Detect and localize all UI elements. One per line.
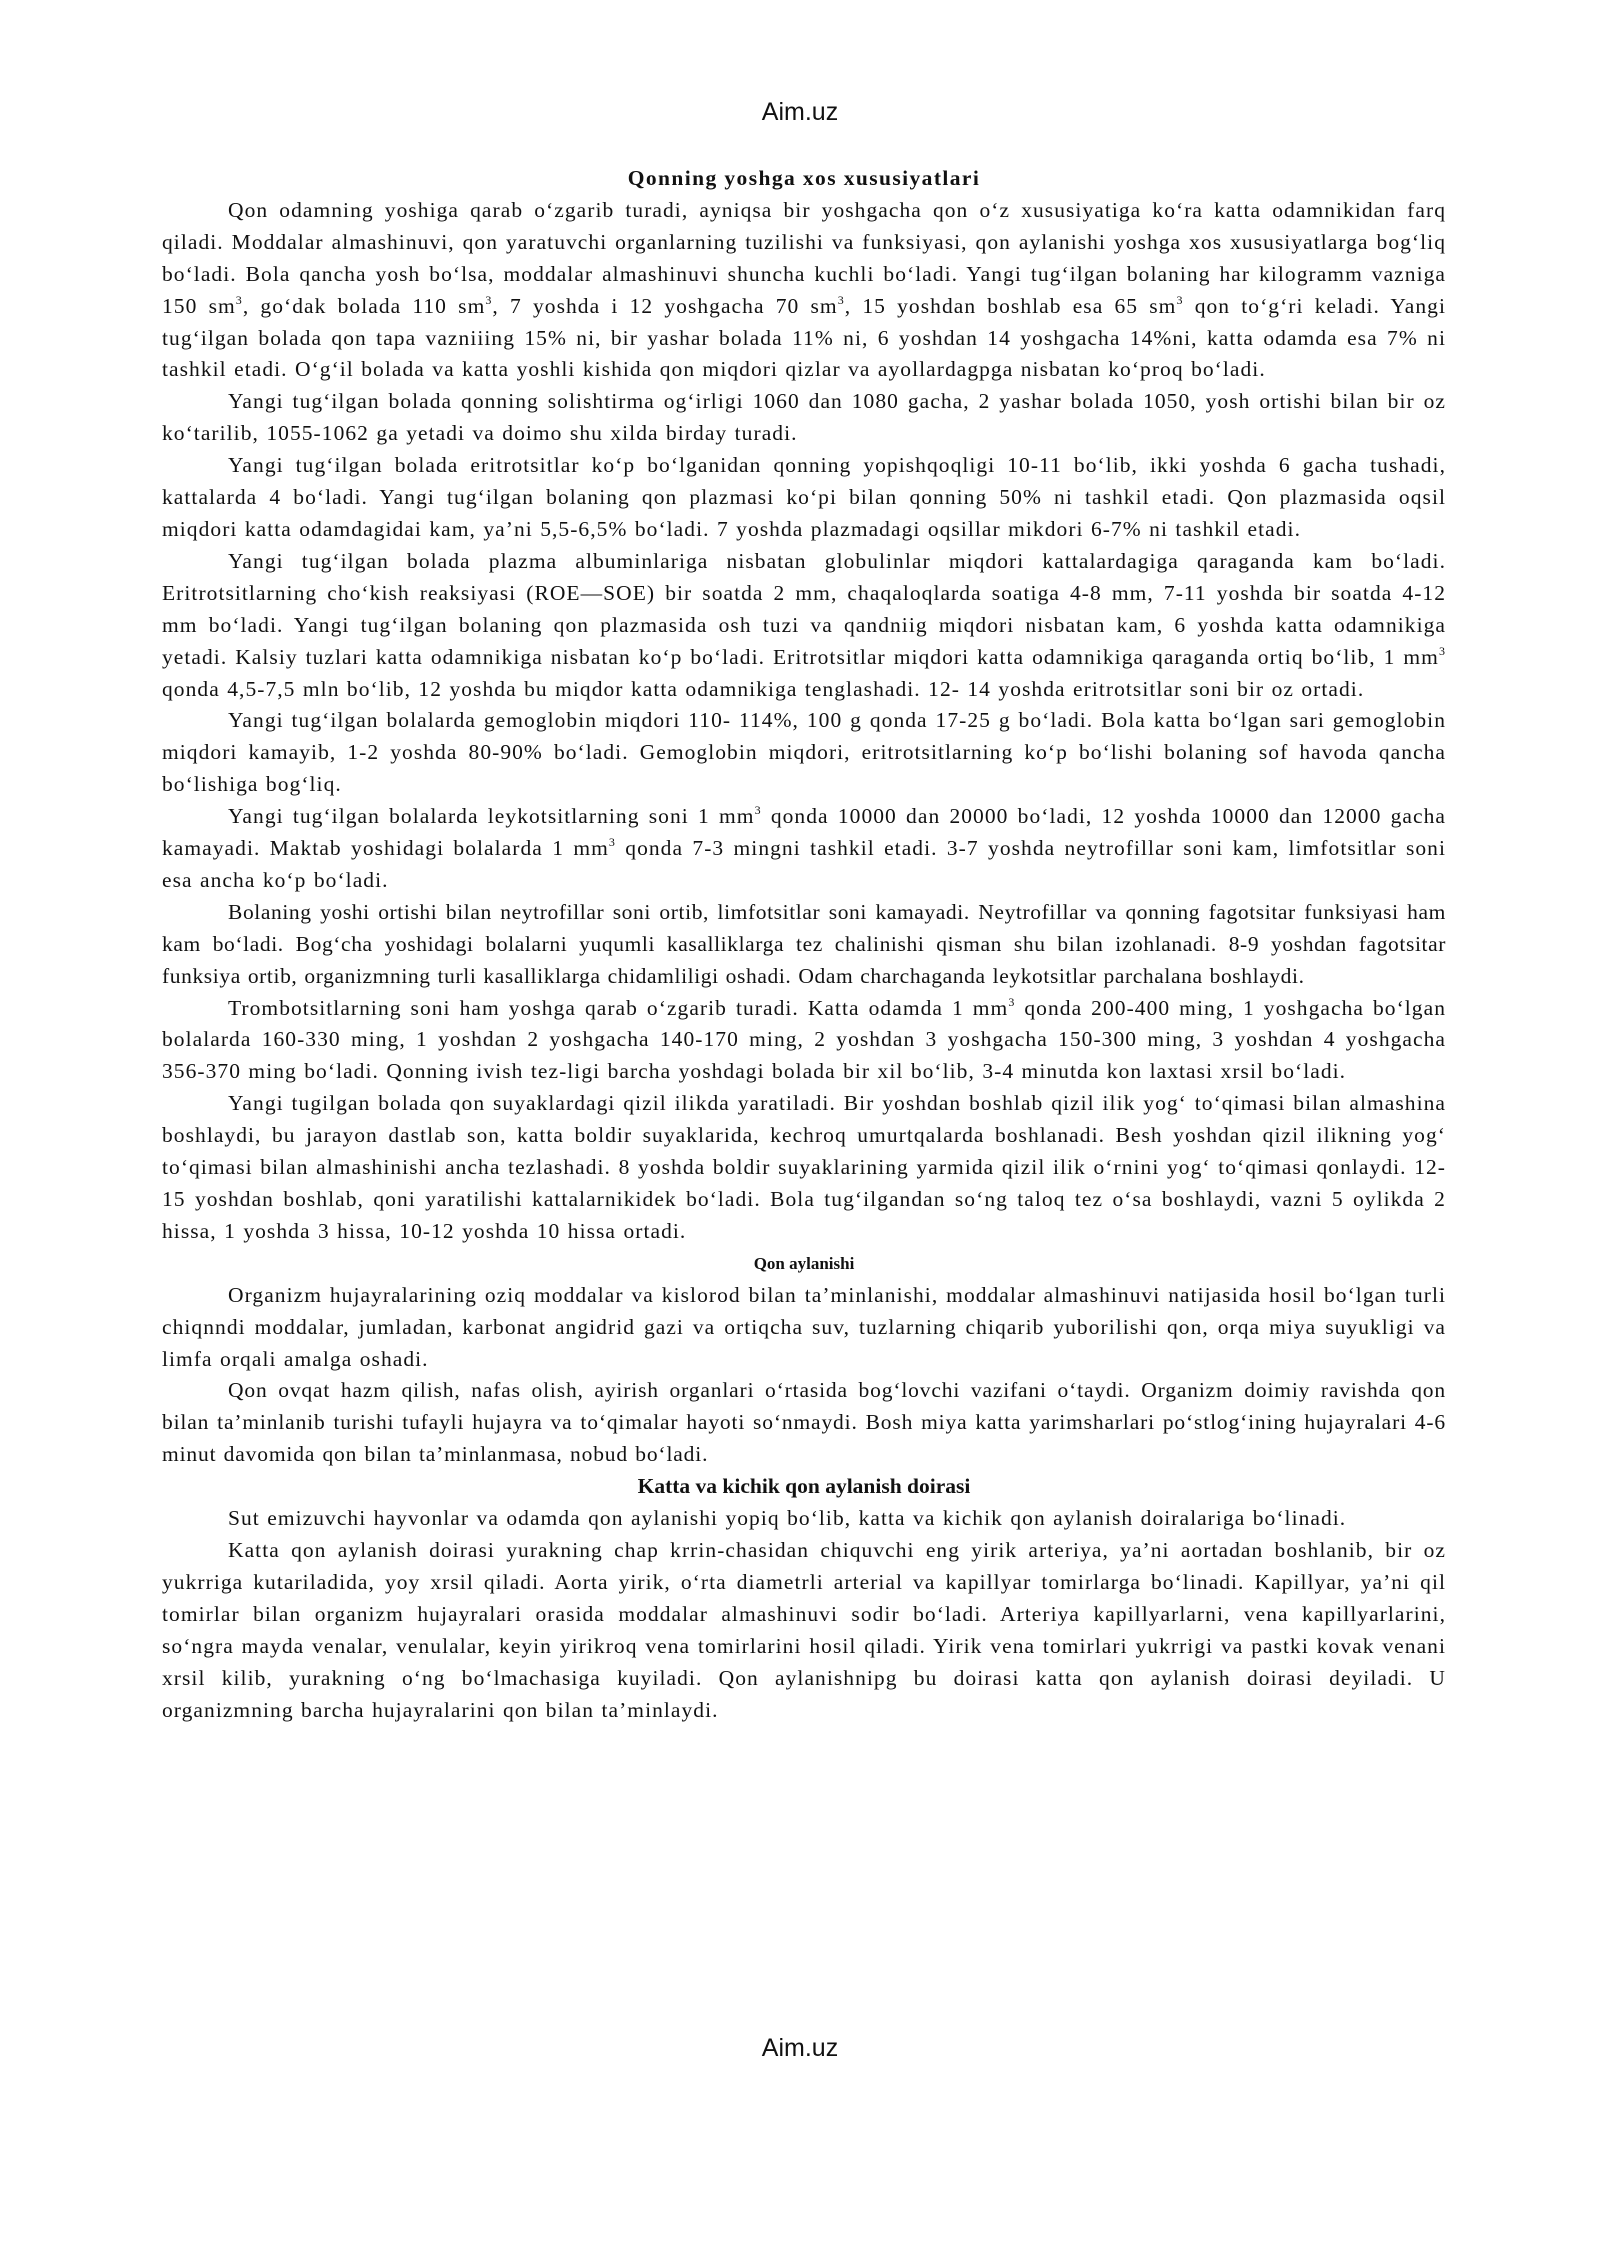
paragraph: Katta qon aylanish doirasi yurakning chap krrin-chasidan chiquvchi eng yirik arteriya, ya’ni aortadan boshlanib, bir oz yukrriga kutariladida, yoy xrsil qiladi. Aorta yirik, o‘rta diametrli arterial va kapillyar tomirlarga bo‘linadi. Kapillyar, ya’ni qil tomirlar bilan organizm hujayralari orasida moddalar almashinuvi sodir bo‘ladi. Arteriya kapillyarlarni, vena kapillyarlarini, so‘ngra mayda venalar, venulalar, keyin yirikroq vena tomirlarini hosil qiladi. Yirik vena tomirlari yukrrigi va pastki kovak venani xrsil kilib, yurakning o‘ng bo‘lmachasiga kuyiladi. Qon aylanishnipg bu doirasi katta qon aylanish doirasi deyiladi. U organizmning barcha hujayralarini qon bilan ta’minlaydi.: [162, 1537, 1446, 1722]
document-body: [162, 163, 1446, 1726]
section-title-blood-age: Qonning yoshga xos xususiyatlari: [627, 166, 981, 190]
paragraph: Sut emizuvchi hayvonlar va odamda qon aylanishi yopiq bo‘lib, katta va kichik qon aylanish doiralariga bo‘linadi.: [228, 1506, 1347, 1531]
paragraph: Yangi tug‘ilgan bolada eritrotsitlar ko‘p bo‘lganidan qonning yopishqoqligi 10-11 bo‘lib, ikki yoshda 6 gacha tushadi, kattalarda 4 bo‘ladi. Yangi tug‘ilgan bolaning qon plazmasi ko‘pi bilan qonning 50% ni tashkil etadi. Qon plazmasida oqsil miqdori katta odamdagidai kam, ya’ni 5,5-6,5% bo‘ladi. 7 yoshda plazmadagi oqsillar mikdori 6-7% ni tashkil etadi.: [162, 453, 1446, 541]
page-header-site: Aim.uz: [761, 98, 839, 126]
paragraph: Qon ovqat hazm qilish, nafas olish, ayirish organlari o‘rtasida bog‘lovchi vazifani o‘taydi. Organizm doimiy ravishda qon bilan ta’minlanib turishi tufayli hujayra va to‘qimalar hayoti so‘nmaydi. Bosh miya katta yarimsharlari po‘stlog‘ining hujayralari 4-6 minut davomida qon bilan ta’minlanmasa, nobud bo‘ladi.: [162, 1378, 1446, 1467]
section-title-circulation: Qon aylanishi: [753, 1253, 855, 1273]
paragraph: Yangi tug‘ilgan bolalarda leykotsitlarning soni 1 $mm^3$ qonda 10000 dan 20000 bo‘ladi, 12 yoshda 10000 dan 12000 gacha kamayadi. Maktab yoshidagi bolalarda 1 $mm^3$ qonda 7-3 mingni tashkil etadi. 3-7 yoshda neytrofillar soni kam, limfotsitlar soni esa ancha ko‘p bo‘ladi.: [162, 803, 1447, 892]
section-title-circulation-circles: Katta va kichik qon aylanish doirasi: [637, 1474, 971, 1499]
paragraph: Bolaning yoshi ortishi bilan neytrofillar soni ortib, limfotsitlar soni kamayadi. Neytrofillar va qonning fagotsitar funksiyasi ham kam bo‘ladi. Bog‘cha yoshidagi bolalarni yuqumli kasalliklarga tez chalinishi qisman shu bilan izohlanadi. 8-9 yoshdan fagotsitar funksiya ortib, organizmning turli kasalliklarga chidamliligi oshadi. Odam charchaganda leykotsitlar parchalana boshlaydi.: [162, 899, 1446, 988]
paragraph: Yangi tug‘ilgan bolada plazma albuminlariga nisbatan globulinlar miqdori kattalardagiga qaraganda kam bo‘ladi. Eritrotsitlarning cho‘kish reaksiyasi (ROE—SOE) bir soatda 2 mm, chaqaloqlarda soatiga 4-8 mm, 7-11 yoshda bir soatda 4-12 mm bo‘ladi. Yangi tug‘ilgan bolaning qon plazmasida osh tuzi va qandniig miqdori nisbatan kam, 6 yoshda katta odamnikiga yetadi. Kalsiy tuzlari katta odamnikiga nisbatan ko‘p bo‘ladi. Eritrotsitlar miqdori katta odamnikiga qaraganda ortiq bo‘lib, 1 $mm^3$ qonda 4,5-7,5 mln bo‘lib, 12 yoshda bu miqdor katta odamnikiga tenglashadi. 12- 14 yoshda eritrotsitlar soni bir oz ortadi.: [162, 548, 1446, 701]
paragraph: Qon odamning yoshiga qarab o‘zgarib turadi, ayniqsa bir yoshgacha qon o‘z xususiyatiga ko‘ra katta odamnikidan farq qiladi. Moddalar almashinuvi, qon yaratuvchi organlarning tuzilishi va funksiyasi, qon aylanishi yoshga xos xususiyatlarga bog‘liq bo‘ladi. Bola qancha yosh bo‘lsa, moddalar almashinuvi shuncha kuchli bo‘ladi. Yangi tug‘ilgan bolaning har kilogramm vazniga 150 $sm^3$, go‘dak bolada 110 $sm^3$, 7 yoshda i 12 yoshgacha 70 $sm^3$, 15 yoshdan boshlab esa 65 $sm^3$ qon to‘g‘ri keladi. Yangi tug‘ilgan bolada qon tapa vazniiing 15% ni, bir yashar bolada 11% ni, 6 yoshdan 14 yoshgacha 14%ni, katta odamda esa 7% ni tashkil etadi. O‘g‘il bolada va katta yoshli kishida qon miqdori qizlar va ayollardagpga nisbatan ko‘proq bo‘ladi.: [162, 197, 1446, 382]
paragraph: Yangi tugilgan bolada qon suyaklardagi qizil ilikda yaratiladi. Bir yoshdan boshlab qizil ilik yog‘ to‘qimasi bilan almashina boshlaydi, bu jarayon dastlab son, katta boldir suyaklarida, kechroq umurtqalarda boshlanadi. Besh yoshdan qizil ilikning yog‘ to‘qimasi bilan almashinishi ancha tezlashadi. 8 yoshda boldir suyaklarining yarmida qizil ilik o‘rnini yog‘ to‘qimasi qonlaydi. 12-15 yoshdan boshlab, qoni yaratilishi kattalarnikidek bo‘ladi. Bola tug‘ilgandan so‘ng taloq tez o‘sa boshlaydi, vazni 5 oylikda 2 hissa, 1 yoshda 3 hissa, 10-12 yoshda 10 hissa ortadi.: [162, 1091, 1446, 1243]
paragraph: Yangi tug‘ilgan bolada qonning solishtirma og‘irligi 1060 dan 1080 gacha, 2 yashar bolada 1050, yosh ortishi bilan bir oz ko‘tarilib, 1055-1062 ga yetadi va doimo shu xilda birday turadi.: [162, 389, 1446, 446]
paragraph: Trombotsitlarning soni ham yoshga qarab o‘zgarib turadi. Katta odamda 1 $mm^3$ qonda 200-400 ming, 1 yoshgacha bo‘lgan bolalarda 160-330 ming, 1 yoshdan 2 yoshgacha 140-170 ming, 2 yoshdan 3 yoshgacha 150-300 ming, 3 yoshdan 4 yoshgacha 356-370 ming bo‘ladi. Qonning ivish tez-ligi barcha yoshdagi bolada bir xil bo‘lib, 3-4 minutda kon laxtasi xrsil bo‘ladi.: [162, 994, 1447, 1084]
paragraph: Yangi tug‘ilgan bolalarda gemoglobin miqdori 110- 114%, 100 g qonda 17-25 g bo‘ladi. Bola katta bo‘lgan sari gemoglobin miqdori kamayib, 1-2 yoshda 80-90% bo‘ladi. Gemoglobin miqdori, eritrotsitlarning ko‘p bo‘lishi bolaning sof havoda qancha bo‘lishiga bog‘liq.: [162, 708, 1446, 797]
paragraph: Organizm hujayralarining oziq moddalar va kislorod bilan ta’minlanishi, moddalar almashinuvi natijasida hosil bo‘lgan turli chiqnndi moddalar, jumladan, karbonat angidrid gazi va ortiqcha suv, tuzlarning chiqarib yuborilishi qon, orqa miya suyukligi va limfa orqali amalga oshadi.: [162, 1282, 1446, 1371]
page-footer-site: Aim.uz: [761, 2034, 839, 2062]
